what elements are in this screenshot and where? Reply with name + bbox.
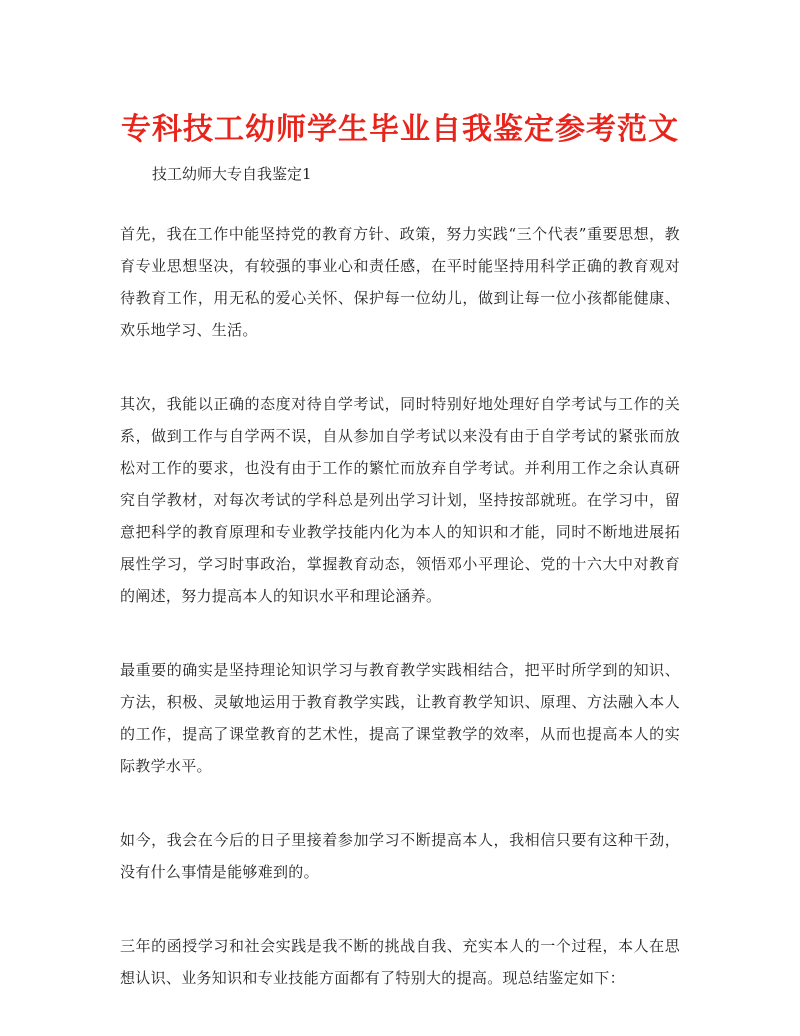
body-paragraph: 最重要的确实是坚持理论知识学习与教育教学实践相结合，把平时所学到的知识、方法，积极、灵敏地运用于教育教学实践，让教育教学知识、原理、方法融入本人的工作，提高了课堂教育的艺术性，提高了课堂教学的效率，从而也提高本人的实际教学水平。 [120, 661, 680, 775]
body-paragraph: 三年的函授学习和社会实践是我不断的挑战自我、充实本人的一个过程，本人在思想认识、业务知识和专业技能方面都有了特别大的提高。现总结鉴定如下： [120, 937, 680, 987]
document-body [120, 218, 680, 1036]
body-paragraph: 如今，我会在今后的日子里接着参加学习不断提高本人，我相信只要有这种干劲，没有什么事情是能够难到的。 [120, 831, 680, 881]
document-title: 专科技工幼师学生毕业自我鉴定参考范文 [121, 112, 679, 147]
body-paragraph: 其次，我能以正确的态度对待自学考试，同时特别好地处理好自学考试与工作的关系，做到工作与自学两不误，自从参加自学考试以来没有由于自学考试的紧张而放松对工作的要求，也没有由于工作的繁忙而放弃自学考试。并利用工作之余认真研究自学教材，对每次考试的学科总是列出学习计划，坚持按部就班。在学习中，留意把科学的教育原理和专业教学技能内化为本人的知识和才能，同时不断地进展拓展性学习，学习时事政治，掌握教育动态，领悟邓小平理论、党的十六大中对教育的阐述，努力提高本人的知识水平和理论涵养。 [120, 395, 680, 605]
body-paragraph: 首先，我在工作中能坚持党的教育方针、政策，努力实践“三个代表”重要思想，教育专业思想坚决，有较强的事业心和责任感，在平时能坚持用科学正确的教育观对待教育工作，用无私的爱心关怀、保护每一位幼儿，做到让每一位小孩都能健康、欢乐地学习、生活。 [120, 225, 680, 339]
document-subtitle: 技工幼师大专自我鉴定1 [152, 165, 312, 183]
